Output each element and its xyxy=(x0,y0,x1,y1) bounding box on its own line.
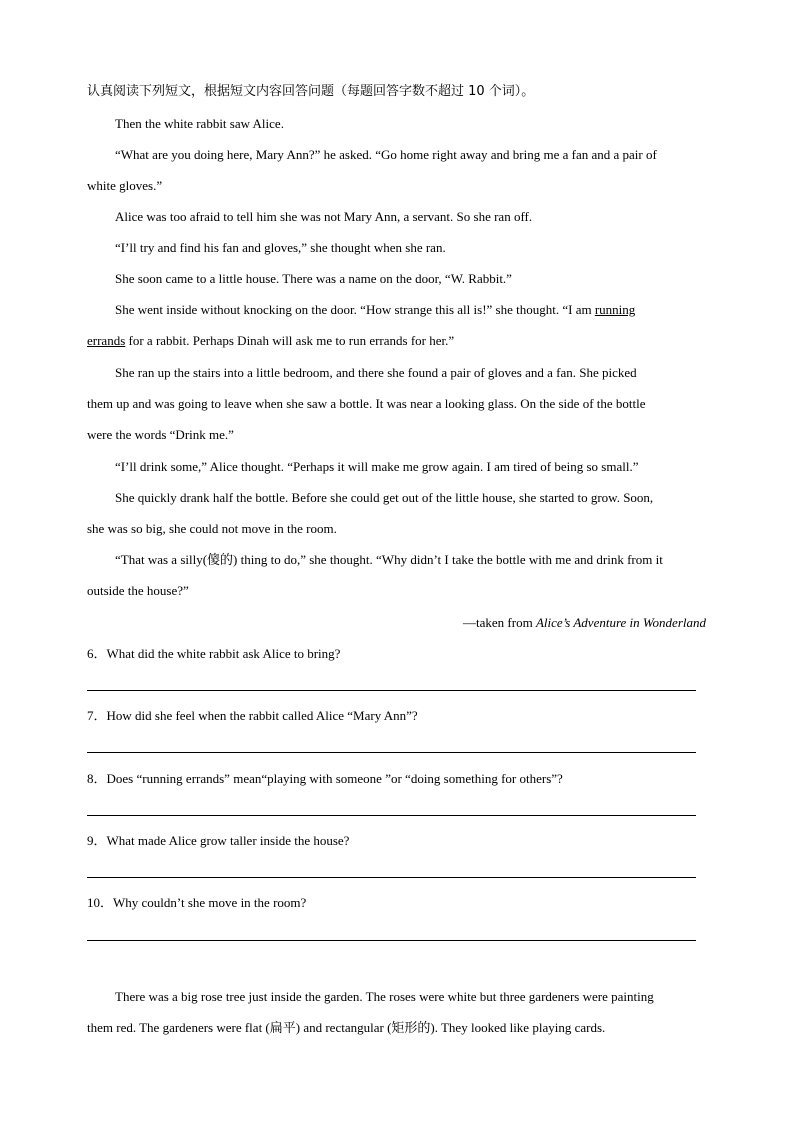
passage-text: for a rabbit. Perhaps Dinah will ask me to run errands for her.” xyxy=(125,333,455,348)
answer-line-8[interactable] xyxy=(87,815,696,816)
passage-line: were the words “Drink me.” xyxy=(87,427,234,442)
passage2-line: There was a big rose tree just inside the garden. The roses were white but three gardeners were painting xyxy=(115,989,654,1004)
answer-line-10[interactable] xyxy=(87,940,696,941)
passage-line: “That was a silly(傻的) thing to do,” she thought. “Why didn’t I take the bottle with me and drink from it xyxy=(115,552,663,567)
passage-line: She ran up the stairs into a little bedroom, and there she found a pair of gloves and a fan. She picked xyxy=(115,365,637,380)
passage-line: “What are you doing here, Mary Ann?” he asked. “Go home right away and bring me a fan and a pair of xyxy=(115,147,657,162)
question-8: 8．Does “running errands” mean“playing with someone ”or “doing something for others”? xyxy=(87,771,563,786)
passage-line xyxy=(115,302,635,318)
answer-line-9[interactable] xyxy=(87,877,696,878)
underlined-phrase: running xyxy=(594,302,636,317)
answer-line-6[interactable] xyxy=(87,690,696,691)
source-citation xyxy=(463,615,706,631)
passage-line: She soon came to a little house. There was a name on the door, “W. Rabbit.” xyxy=(115,271,512,286)
passage-line: outside the house?” xyxy=(87,583,189,598)
passage-line xyxy=(87,333,454,349)
passage-line: them up and was going to leave when she saw a bottle. It was near a looking glass. On the side of the bottle xyxy=(87,396,646,411)
passage2-line: them red. The gardeners were flat (扁平) and rectangular (矩形的). They looked like playing cards. xyxy=(87,1020,606,1035)
underlined-phrase: errands xyxy=(87,333,126,348)
passage-line: Then the white rabbit saw Alice. xyxy=(115,116,284,131)
passage-line: “I’ll drink some,” Alice thought. “Perhaps it will make me grow again. I am tired of being so small.” xyxy=(115,459,639,474)
passage-line: white gloves.” xyxy=(87,178,163,193)
question-7: 7．How did she feel when the rabbit called Alice “Mary Ann”? xyxy=(87,708,418,723)
passage-line: She quickly drank half the bottle. Before she could get out of the little house, she started to grow. Soon, xyxy=(115,490,654,505)
source-title: Alice’s Adventure in Wonderland xyxy=(535,615,706,630)
instruction-text: 认真阅读下列短文，根据短文内容回答问题（每题回答字数不超过 10 个词）。 xyxy=(87,84,535,99)
passage-line: she was so big, she could not move in the room. xyxy=(87,521,337,536)
source-prefix: —taken from xyxy=(463,615,536,630)
question-10: 10．Why couldn’t she move in the room? xyxy=(87,895,307,910)
passage-line: Alice was too afraid to tell him she was not Mary Ann, a servant. So she ran off. xyxy=(115,209,533,224)
question-9: 9．What made Alice grow taller inside the house? xyxy=(87,833,350,848)
question-6: 6．What did the white rabbit ask Alice to bring? xyxy=(87,646,341,661)
answer-line-7[interactable] xyxy=(87,752,696,753)
passage-text: She went inside without knocking on the door. “How strange this all is!” she thought. “I am xyxy=(115,302,592,317)
passage-line: “I’ll try and find his fan and gloves,” she thought when she ran. xyxy=(115,240,446,255)
